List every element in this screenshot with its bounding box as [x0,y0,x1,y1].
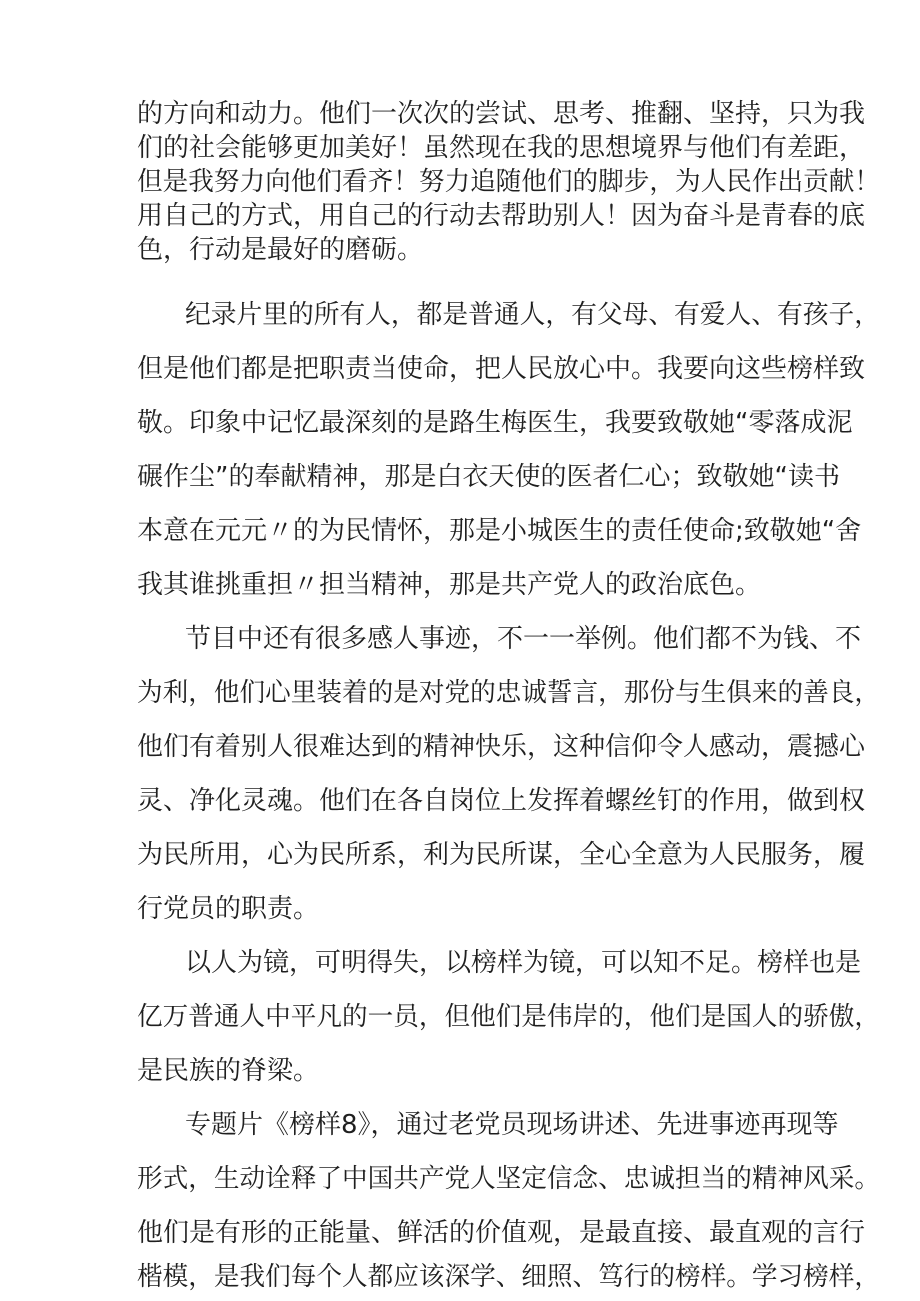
text-line: 们的社会能够更加美好！虽然现在我的思想境界与他们有差距， [137,133,866,163]
text-line: 他们是有形的正能量、鲜活的价值观，是最直接、最直观的言行 [137,1218,866,1248]
text-line: 色，行动是最好的磨砺。 [137,235,424,265]
text-line: 用自己的方式，用自己的行动去帮助别人！因为奋斗是青春的底 [137,201,866,231]
text-line: 是民族的脊梁。 [137,1056,320,1086]
text-line: 亿万普通人中平凡的一员，但他们是伟岸的，他们是国人的骄傲， [137,1002,881,1032]
text-line: 灵、净化灵魂。他们在各自岗位上发挥着螺丝钉的作用，做到权 [137,786,866,816]
text-line: 楷模，是我们每个人都应该深学、细照、笃行的榜样。学习榜样， [137,1262,881,1292]
text-line: 形式，生动诠释了中国共产党人坚定信念、忠诚担当的精神风采。 [137,1164,881,1194]
text-line: 碾作尘”的奉献精神，那是白衣天使的医者仁心；致敬她“读书 [137,462,840,492]
text-line: 节目中还有很多感人事迹，不一一举例。他们都不为钱、不 [185,624,862,654]
text-line: 但是他们都是把职责当使命，把人民放心中。我要向这些榜样致 [137,354,866,384]
text-line: 敬。印象中记忆最深刻的是路生梅医生，我要致敬她“零落成泥 [137,408,853,438]
text-line: 专题片《榜样8》，通过老党员现场讲述、先进事迹再现等 [185,1110,839,1140]
text-line: 他们有着别人很难达到的精神快乐，这种信仰令人感动，震撼心 [137,732,866,762]
text-line: 的方向和动力。他们一次次的尝试、思考、推翻、坚持，只为我 [137,99,866,129]
text-line: 以人为镜，可明得失，以榜样为镜，可以知不足。榜样也是 [185,948,862,978]
text-line: 为利，他们心里装着的是对党的忠诚誓言，那份与生俱来的善良， [137,678,881,708]
text-line: 纪录片里的所有人，都是普通人，有父母、有爱人、有孩子， [185,300,880,330]
text-line: 本意在元元〃的为民情怀，那是小城医生的责任使命;致敬她“舍 [137,516,862,546]
text-line: 为民所用，心为民所系，利为民所谋，全心全意为人民服务，履 [137,840,866,870]
text-line: 我其谁挑重担〃担当精神，那是共产党人的政治底色。 [137,570,762,600]
text-line: 行党员的职责。 [137,894,320,924]
text-line: 但是我努力向他们看齐！努力追随他们的脚步，为人民作出贡献！ [137,167,881,197]
